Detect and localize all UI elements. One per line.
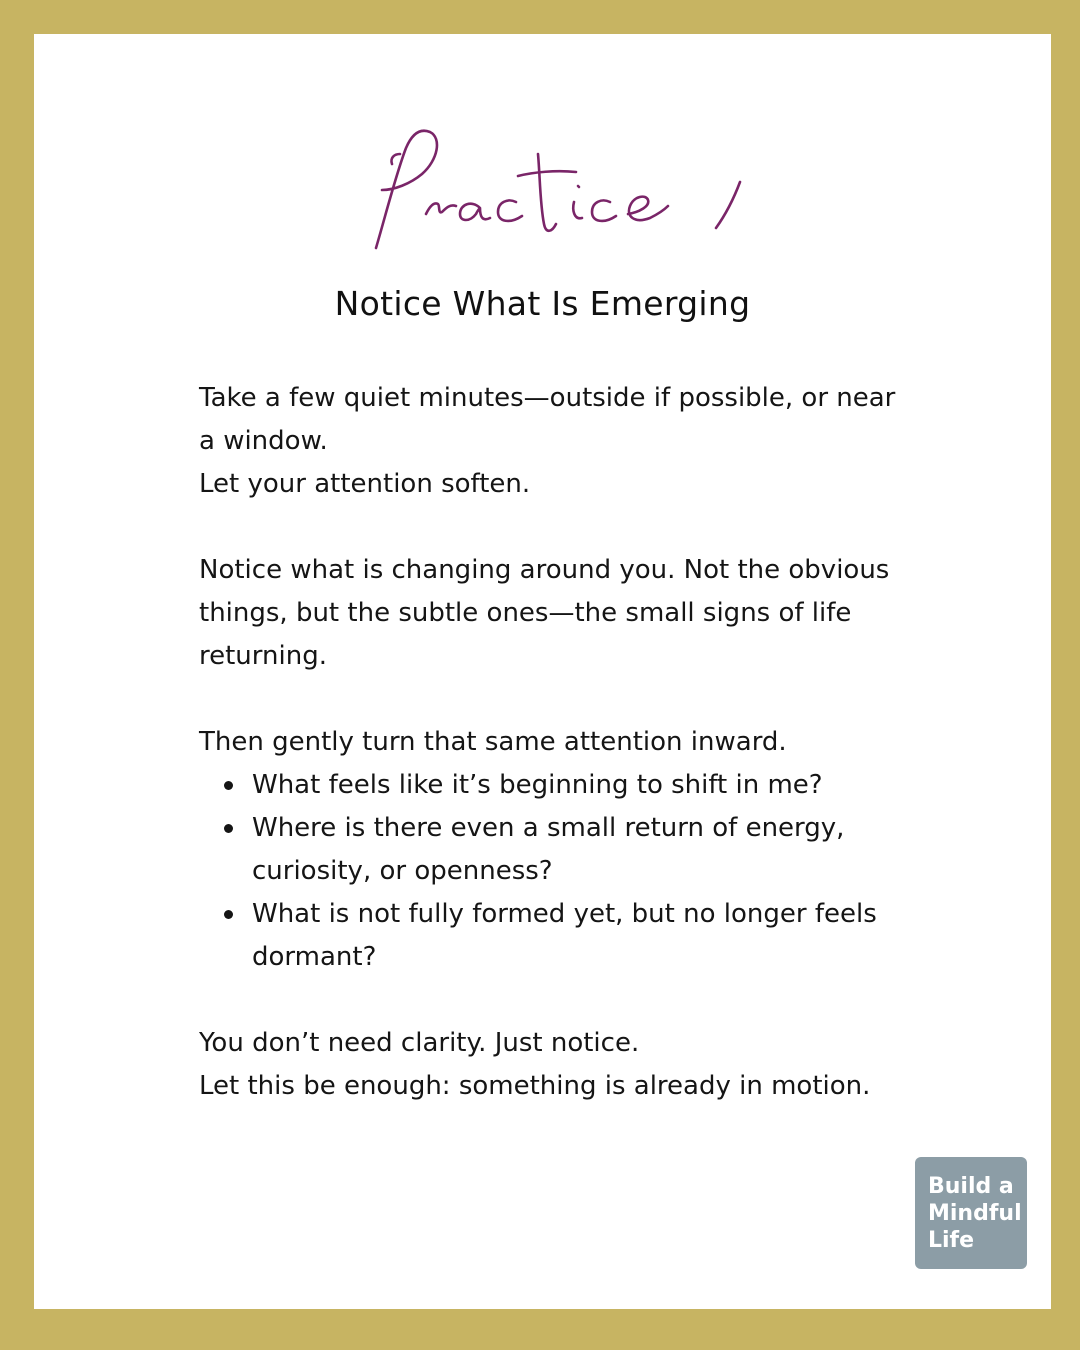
question-text: What feels like it’s beginning to shift in me? [252, 770, 823, 800]
practice-instructions [199, 377, 919, 1108]
instruction-line: Let this be enough: something is already in motion. [199, 1071, 871, 1101]
bullet-icon [224, 824, 233, 833]
paragraph-spacer [199, 678, 919, 721]
section-subtitle: Notice What Is Emerging [334, 284, 751, 323]
brand-line: Mindful [928, 1201, 1022, 1226]
instruction-line: Then gently turn that same attention inward. [199, 727, 787, 757]
paragraph-spacer [199, 979, 919, 1022]
question-text: Where is there even a small return of energy, curiosity, or openness? [252, 813, 845, 886]
reflection-questions [199, 764, 919, 979]
instruction-line: Let your attention soften. [199, 469, 531, 499]
question-text: What is not fully formed yet, but no longer feels dormant? [252, 899, 877, 972]
list-item [199, 807, 919, 893]
instruction-line: You don’t need clarity. Just notice. [199, 1028, 640, 1058]
practice-1-script-lettering [334, 114, 794, 274]
content-card [34, 34, 1051, 1309]
instruction-paragraph: Notice what is changing around you. Not the obvious things, but the subtle ones—the small signs of life returning. [199, 555, 890, 671]
list-item [199, 893, 919, 979]
brand-line: Life [928, 1228, 975, 1253]
bullet-icon [224, 781, 233, 790]
brand-line: Build a [928, 1174, 1014, 1199]
brand-logo-badge [915, 1157, 1027, 1269]
list-item [199, 764, 919, 807]
bullet-icon [224, 910, 233, 919]
instruction-line: Take a few quiet minutes—outside if possible, or near a window. [199, 383, 896, 456]
paragraph-spacer [199, 506, 919, 549]
script-title [334, 114, 794, 274]
